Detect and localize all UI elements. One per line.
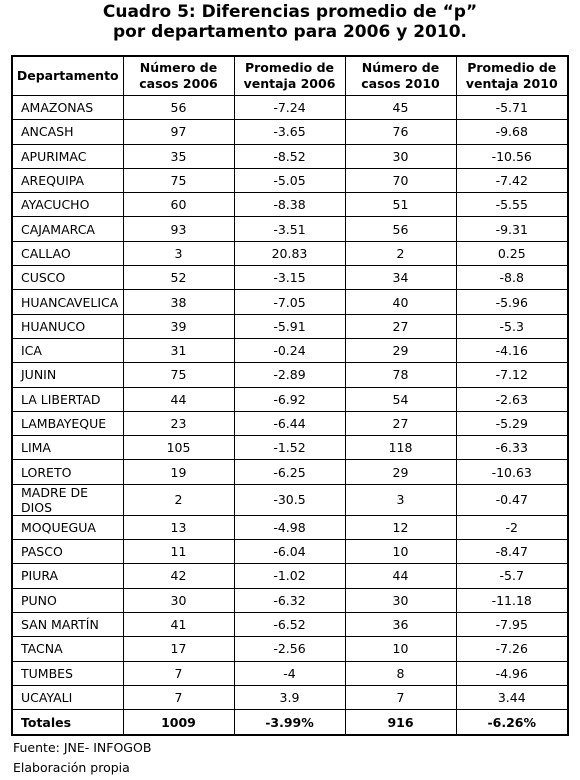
cell-casos-2010: 3 bbox=[345, 484, 456, 515]
cell-departamento: LA LIBERTAD bbox=[12, 387, 123, 411]
cell-casos-2006: 75 bbox=[123, 168, 234, 192]
cell-ventaja-2006: -3.51 bbox=[234, 217, 345, 241]
cell-casos-2010: 27 bbox=[345, 411, 456, 435]
table-row bbox=[12, 515, 568, 539]
cell-ventaja-2006: -6.44 bbox=[234, 411, 345, 435]
totals-label: Totales bbox=[12, 710, 123, 736]
cell-ventaja-2006: -2.89 bbox=[234, 363, 345, 387]
cell-casos-2006: 35 bbox=[123, 144, 234, 168]
table-row bbox=[12, 193, 568, 217]
cell-ventaja-2010: 3.44 bbox=[456, 685, 568, 709]
header-ventaja-2010: Promedio de ventaja 2010 bbox=[456, 56, 568, 96]
header-row bbox=[12, 56, 568, 96]
cell-departamento: HUANCAVELICA bbox=[12, 290, 123, 314]
cell-casos-2010: 78 bbox=[345, 363, 456, 387]
table-title bbox=[0, 2, 580, 42]
cell-departamento: CUSCO bbox=[12, 266, 123, 290]
table-row bbox=[12, 314, 568, 338]
table-row bbox=[12, 460, 568, 484]
cell-casos-2006: 31 bbox=[123, 338, 234, 362]
cell-ventaja-2006: -5.91 bbox=[234, 314, 345, 338]
cell-ventaja-2010: -2.63 bbox=[456, 387, 568, 411]
data-table bbox=[11, 55, 569, 736]
table-row bbox=[12, 217, 568, 241]
header-casos-2010: Número de casos 2010 bbox=[345, 56, 456, 96]
cell-departamento: AMAZONAS bbox=[12, 96, 123, 120]
cell-casos-2006: 19 bbox=[123, 460, 234, 484]
header-departamento: Departamento bbox=[12, 56, 123, 96]
cell-ventaja-2006: -7.05 bbox=[234, 290, 345, 314]
table-row bbox=[12, 241, 568, 265]
cell-departamento: CALLAO bbox=[12, 241, 123, 265]
cell-ventaja-2010: -8.47 bbox=[456, 540, 568, 564]
cell-ventaja-2006: -0.24 bbox=[234, 338, 345, 362]
cell-ventaja-2006: -6.04 bbox=[234, 540, 345, 564]
cell-ventaja-2006: -2.56 bbox=[234, 637, 345, 661]
cell-ventaja-2006: -5.05 bbox=[234, 168, 345, 192]
cell-departamento: PIURA bbox=[12, 564, 123, 588]
cell-casos-2010: 118 bbox=[345, 436, 456, 460]
cell-casos-2010: 40 bbox=[345, 290, 456, 314]
table-row bbox=[12, 96, 568, 120]
cell-casos-2006: 44 bbox=[123, 387, 234, 411]
cell-ventaja-2006: -3.65 bbox=[234, 120, 345, 144]
cell-casos-2010: 54 bbox=[345, 387, 456, 411]
cell-casos-2006: 13 bbox=[123, 515, 234, 539]
cell-ventaja-2010: -7.42 bbox=[456, 168, 568, 192]
cell-ventaja-2010: -11.18 bbox=[456, 588, 568, 612]
cell-ventaja-2006: -6.92 bbox=[234, 387, 345, 411]
cell-ventaja-2010: -9.31 bbox=[456, 217, 568, 241]
cell-departamento: APURIMAC bbox=[12, 144, 123, 168]
cell-ventaja-2010: -7.95 bbox=[456, 612, 568, 636]
table-row bbox=[12, 338, 568, 362]
cell-departamento: MADRE DE DIOS bbox=[12, 484, 123, 515]
table-row bbox=[12, 168, 568, 192]
cell-ventaja-2010: -2 bbox=[456, 515, 568, 539]
table-row bbox=[12, 144, 568, 168]
cell-casos-2010: 70 bbox=[345, 168, 456, 192]
cell-casos-2006: 39 bbox=[123, 314, 234, 338]
source-note: Fuente: JNE- INFOGOB bbox=[13, 740, 152, 755]
cell-casos-2006: 17 bbox=[123, 637, 234, 661]
cell-casos-2006: 7 bbox=[123, 685, 234, 709]
cell-departamento: ANCASH bbox=[12, 120, 123, 144]
cell-ventaja-2006: -8.52 bbox=[234, 144, 345, 168]
cell-casos-2006: 97 bbox=[123, 120, 234, 144]
cell-casos-2006: 41 bbox=[123, 612, 234, 636]
cell-departamento: ICA bbox=[12, 338, 123, 362]
cell-casos-2006: 7 bbox=[123, 661, 234, 685]
cell-ventaja-2010: -8.8 bbox=[456, 266, 568, 290]
cell-ventaja-2010: -4.96 bbox=[456, 661, 568, 685]
cell-ventaja-2010: -10.63 bbox=[456, 460, 568, 484]
cell-casos-2006: 3 bbox=[123, 241, 234, 265]
cell-casos-2010: 51 bbox=[345, 193, 456, 217]
cell-casos-2006: 56 bbox=[123, 96, 234, 120]
cell-casos-2010: 45 bbox=[345, 96, 456, 120]
cell-departamento: LAMBAYEQUE bbox=[12, 411, 123, 435]
cell-departamento: AYACUCHO bbox=[12, 193, 123, 217]
cell-casos-2006: 105 bbox=[123, 436, 234, 460]
cell-departamento: LORETO bbox=[12, 460, 123, 484]
cell-casos-2006: 23 bbox=[123, 411, 234, 435]
cell-casos-2010: 10 bbox=[345, 637, 456, 661]
cell-casos-2006: 93 bbox=[123, 217, 234, 241]
table-body bbox=[12, 96, 568, 710]
table-row bbox=[12, 411, 568, 435]
cell-casos-2006: 52 bbox=[123, 266, 234, 290]
cell-ventaja-2010: -5.3 bbox=[456, 314, 568, 338]
cell-casos-2006: 2 bbox=[123, 484, 234, 515]
table-row bbox=[12, 685, 568, 709]
table-row bbox=[12, 564, 568, 588]
cell-ventaja-2006: -1.02 bbox=[234, 564, 345, 588]
header-ventaja-2006: Promedio de ventaja 2006 bbox=[234, 56, 345, 96]
cell-casos-2010: 12 bbox=[345, 515, 456, 539]
cell-ventaja-2010: -6.33 bbox=[456, 436, 568, 460]
cell-casos-2006: 75 bbox=[123, 363, 234, 387]
totals-ventaja-2006: -3.99% bbox=[234, 710, 345, 736]
table-row bbox=[12, 387, 568, 411]
cell-ventaja-2006: -6.52 bbox=[234, 612, 345, 636]
cell-casos-2006: 11 bbox=[123, 540, 234, 564]
cell-casos-2010: 10 bbox=[345, 540, 456, 564]
cell-departamento: JUNIN bbox=[12, 363, 123, 387]
cell-departamento: TACNA bbox=[12, 637, 123, 661]
cell-casos-2006: 60 bbox=[123, 193, 234, 217]
cell-departamento: TUMBES bbox=[12, 661, 123, 685]
cell-casos-2010: 29 bbox=[345, 338, 456, 362]
cell-casos-2010: 29 bbox=[345, 460, 456, 484]
credit-note: Elaboración propia bbox=[13, 760, 130, 775]
cell-departamento: MOQUEGUA bbox=[12, 515, 123, 539]
cell-ventaja-2006: -1.52 bbox=[234, 436, 345, 460]
cell-casos-2010: 30 bbox=[345, 144, 456, 168]
table-row bbox=[12, 588, 568, 612]
cell-ventaja-2006: -4.98 bbox=[234, 515, 345, 539]
cell-ventaja-2010: -5.71 bbox=[456, 96, 568, 120]
cell-departamento: AREQUIPA bbox=[12, 168, 123, 192]
cell-ventaja-2006: -6.32 bbox=[234, 588, 345, 612]
cell-casos-2010: 56 bbox=[345, 217, 456, 241]
cell-ventaja-2010: -5.96 bbox=[456, 290, 568, 314]
cell-casos-2010: 34 bbox=[345, 266, 456, 290]
table-row bbox=[12, 540, 568, 564]
cell-casos-2006: 30 bbox=[123, 588, 234, 612]
cell-casos-2010: 27 bbox=[345, 314, 456, 338]
totals-ventaja-2010: -6.26% bbox=[456, 710, 568, 736]
cell-ventaja-2006: -30.5 bbox=[234, 484, 345, 515]
cell-ventaja-2006: -3.15 bbox=[234, 266, 345, 290]
cell-ventaja-2006: -6.25 bbox=[234, 460, 345, 484]
cell-departamento: PUNO bbox=[12, 588, 123, 612]
cell-casos-2010: 8 bbox=[345, 661, 456, 685]
title-line-1: Cuadro 5: Diferencias promedio de “p” bbox=[102, 2, 478, 22]
title-line-2: por departamento para 2006 y 2010. bbox=[113, 22, 467, 42]
table-row bbox=[12, 290, 568, 314]
table-row bbox=[12, 436, 568, 460]
header-casos-2006: Número de casos 2006 bbox=[123, 56, 234, 96]
cell-casos-2010: 44 bbox=[345, 564, 456, 588]
table-row bbox=[12, 120, 568, 144]
cell-departamento: SAN MARTÍN bbox=[12, 612, 123, 636]
cell-ventaja-2006: -7.24 bbox=[234, 96, 345, 120]
totals-row bbox=[12, 710, 568, 736]
totals-casos-2006: 1009 bbox=[123, 710, 234, 736]
cell-departamento: PASCO bbox=[12, 540, 123, 564]
table-row bbox=[12, 484, 568, 515]
table-row bbox=[12, 363, 568, 387]
cell-ventaja-2010: -4.16 bbox=[456, 338, 568, 362]
cell-casos-2006: 38 bbox=[123, 290, 234, 314]
cell-casos-2010: 7 bbox=[345, 685, 456, 709]
cell-departamento: CAJAMARCA bbox=[12, 217, 123, 241]
cell-ventaja-2010: -7.26 bbox=[456, 637, 568, 661]
cell-ventaja-2006: -4 bbox=[234, 661, 345, 685]
cell-casos-2010: 76 bbox=[345, 120, 456, 144]
table-row bbox=[12, 637, 568, 661]
cell-ventaja-2010: -5.29 bbox=[456, 411, 568, 435]
cell-departamento: LIMA bbox=[12, 436, 123, 460]
cell-ventaja-2010: -5.55 bbox=[456, 193, 568, 217]
cell-ventaja-2006: 3.9 bbox=[234, 685, 345, 709]
cell-ventaja-2010: -5.7 bbox=[456, 564, 568, 588]
table-row bbox=[12, 661, 568, 685]
cell-ventaja-2010: -7.12 bbox=[456, 363, 568, 387]
cell-casos-2010: 2 bbox=[345, 241, 456, 265]
cell-ventaja-2006: 20.83 bbox=[234, 241, 345, 265]
cell-ventaja-2010: -0.47 bbox=[456, 484, 568, 515]
cell-casos-2010: 36 bbox=[345, 612, 456, 636]
cell-departamento: UCAYALI bbox=[12, 685, 123, 709]
cell-departamento: HUANUCO bbox=[12, 314, 123, 338]
cell-ventaja-2010: -9.68 bbox=[456, 120, 568, 144]
cell-ventaja-2006: -8.38 bbox=[234, 193, 345, 217]
cell-ventaja-2010: 0.25 bbox=[456, 241, 568, 265]
cell-casos-2006: 42 bbox=[123, 564, 234, 588]
cell-casos-2010: 30 bbox=[345, 588, 456, 612]
table-row bbox=[12, 266, 568, 290]
cell-ventaja-2010: -10.56 bbox=[456, 144, 568, 168]
totals-casos-2010: 916 bbox=[345, 710, 456, 736]
table-row bbox=[12, 612, 568, 636]
